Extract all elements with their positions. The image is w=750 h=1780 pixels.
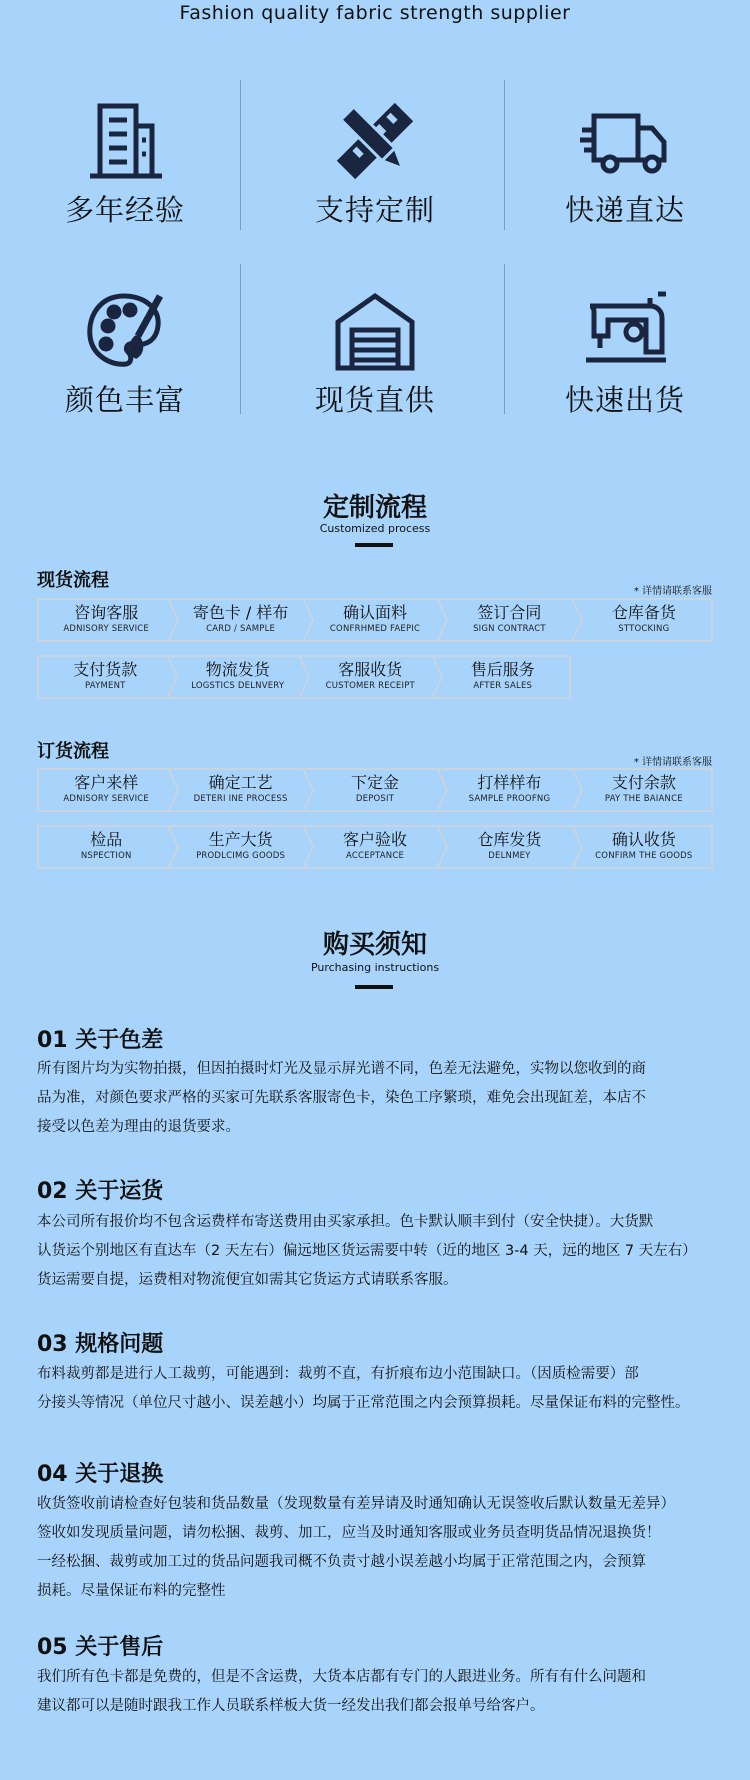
chevron-right-icon	[436, 598, 448, 642]
flow-step	[442, 827, 576, 867]
flow-step-label: 客户来样	[74, 773, 139, 792]
feature-fast-shipping	[500, 270, 750, 460]
feature-label: 现货直供	[314, 383, 435, 417]
tagline: Fashion quality fabric strength supplier	[179, 2, 571, 24]
flow-step-sublabel: DETERI INE PROCESS	[193, 794, 288, 804]
flow-step	[39, 657, 172, 697]
chevron-right-icon	[302, 598, 314, 642]
stock-flow-title: 现货流程	[37, 570, 109, 591]
sewing-machine-icon	[580, 286, 670, 376]
notice-body-returns	[37, 1490, 717, 1606]
flow-step-label: 生产大货	[208, 830, 273, 849]
flow-step-sublabel: CARD / SAMPLE	[206, 624, 276, 634]
flow-step-label: 支付余款	[611, 773, 676, 792]
chevron-right-icon	[436, 768, 448, 812]
flow-step-label: 客服收货	[338, 660, 403, 679]
delivery-truck-icon	[580, 96, 670, 186]
notice-line: 品为准，对颜色要求严格的买家可先联系客服寄色卡，染色工序繁琐，难免会出现缸差，本店不	[37, 1090, 646, 1106]
notice-body-shipping	[37, 1208, 717, 1295]
notice-body-specs	[37, 1360, 717, 1418]
flow-step	[39, 600, 173, 640]
flow-step	[173, 827, 307, 867]
flow-step-sublabel: PAYMENT	[84, 681, 126, 691]
flow-step-label: 寄色卡 / 样布	[192, 603, 289, 622]
chevron-right-icon	[302, 768, 314, 812]
chevron-right-icon	[166, 655, 178, 699]
notice-title-color: 01 关于色差	[37, 1028, 164, 1053]
order-flow-row-2	[37, 825, 713, 869]
section-underline	[355, 985, 393, 989]
notice-line: 我们所有色卡都是免费的，但是不含运费，大货本店都有专门的人跟进业务。所有有什么问题和	[37, 1669, 646, 1685]
flow-step-label: 客户验收	[343, 830, 408, 849]
flow-step	[442, 770, 576, 810]
notice-line: 建议都可以是随时跟我工作人员联系样板大货一经发出我们都会报单号给客户。	[37, 1698, 545, 1714]
building-icon	[80, 96, 170, 186]
chevron-right-icon	[167, 768, 179, 812]
stock-flow-note: * 详情请联系客服	[633, 586, 712, 597]
flow-step-sublabel: CONFIRM THE GOODS	[595, 851, 693, 861]
chevron-right-icon	[431, 655, 443, 699]
flow-step	[308, 600, 442, 640]
flow-step-sublabel: CONFRHMED FAEPIC	[329, 624, 421, 634]
flow-step	[577, 827, 711, 867]
stock-flow-row-2	[37, 655, 571, 699]
flow-step-sublabel: PRODLCIMG GOODS	[196, 851, 286, 861]
purchase-title: 购买须知	[322, 930, 427, 960]
notice-title-specs: 03 规格问题	[37, 1332, 164, 1357]
notice-body-aftersales	[37, 1663, 717, 1721]
flow-step-label: 支付货款	[73, 660, 138, 679]
flow-step	[39, 827, 173, 867]
flow-step-label: 检品	[90, 830, 123, 849]
section-underline	[355, 543, 393, 547]
chevron-right-icon	[571, 768, 583, 812]
stock-flow-row-1	[37, 598, 713, 642]
flow-step	[173, 770, 307, 810]
notice-line: 损耗。尽量保证布料的完整性	[37, 1583, 226, 1599]
flow-step-label: 确认收货	[611, 830, 676, 849]
custom-process-title: 定制流程	[322, 493, 427, 523]
flow-step-sublabel: STTOCKING	[618, 624, 670, 634]
flow-step-sublabel: PAY THE BAIANCE	[604, 794, 683, 804]
flow-step	[577, 600, 711, 640]
feature-colors	[0, 270, 250, 460]
notice-line: 所有图片均为实物拍摄，但因拍摄时灯光及显示屏光谱不同，色差无法避免，实物以您收到的商	[37, 1061, 646, 1077]
order-flow-row-1	[37, 768, 713, 812]
chevron-right-icon	[302, 825, 314, 869]
custom-process-subtitle: Customized process	[319, 522, 431, 535]
notice-line: 本公司所有报价均不包含运费样布寄送费用由买家承担。色卡默认顺丰到付（安全快捷）。大货默	[37, 1214, 654, 1230]
flow-step-sublabel: SAMPLE PROOFNG	[468, 794, 551, 804]
purchase-subtitle: Purchasing instructions	[310, 961, 440, 974]
flow-step-label: 签订合同	[477, 603, 542, 622]
feature-label: 颜色丰富	[64, 383, 185, 417]
chevron-right-icon	[571, 598, 583, 642]
notice-line: 签收如发现质量问题，请勿松捆、裁剪、加工，应当及时通知客服或业务员查明货品情况退换货！	[37, 1525, 661, 1541]
flow-step-sublabel: NSPECTION	[80, 851, 132, 861]
flow-step-label: 仓库备货	[611, 603, 676, 622]
notice-title-returns: 04 关于退换	[37, 1462, 164, 1487]
feature-stock	[250, 270, 500, 460]
order-flow-title: 订货流程	[37, 741, 109, 762]
flow-step-label: 咨询客服	[74, 603, 139, 622]
warehouse-icon	[330, 286, 420, 376]
flow-step-sublabel: ADNISORY SERVICE	[63, 624, 149, 634]
flow-step	[39, 770, 173, 810]
features-grid	[0, 80, 750, 460]
chevron-right-icon	[167, 598, 179, 642]
flow-step-sublabel: LOGSTICS DELNVERY	[191, 681, 285, 691]
order-flow-note: * 详情请联系客服	[633, 757, 712, 768]
flow-step	[577, 770, 711, 810]
feature-experience	[0, 80, 250, 270]
notice-line: 认货运个别地区有直达车（2 天左右）偏远地区货运需要中转（近的地区 3-4 天，远的地区 7 天左右）	[37, 1243, 697, 1259]
chevron-right-icon	[298, 655, 310, 699]
flow-step-sublabel: ACCEPTANCE	[345, 851, 405, 861]
notice-line: 一经松捆、裁剪或加工过的货品问题我司概不负责寸越小误差越小均属于正常范围之内，会预算	[37, 1554, 646, 1570]
feature-label: 多年经验	[64, 193, 185, 227]
notice-title-aftersales: 05 关于售后	[37, 1635, 164, 1660]
flow-step-sublabel: CUSTOMER RECEIPT	[325, 681, 415, 691]
chevron-right-icon	[436, 825, 448, 869]
notice-line: 接受以色差为理由的退货要求。	[37, 1119, 240, 1135]
flow-step	[437, 657, 570, 697]
flow-step-label: 下定金	[351, 773, 400, 792]
flow-step-sublabel: SIGN CONTRACT	[473, 624, 546, 634]
feature-express	[500, 80, 750, 270]
chevron-right-icon	[167, 825, 179, 869]
notice-line: 收货签收前请检查好包装和货品数量（发现数量有差异请及时通知确认无误签收后默认数量无差异）	[37, 1496, 675, 1512]
flow-step	[308, 827, 442, 867]
feature-label: 快递直达	[564, 193, 685, 227]
flow-step	[173, 600, 307, 640]
flow-step-label: 打样样布	[477, 773, 542, 792]
flow-step-sublabel: AFTER SALES	[473, 681, 533, 691]
flow-step-label: 确认面料	[343, 603, 408, 622]
chevron-right-icon	[571, 825, 583, 869]
notice-body-color	[37, 1055, 717, 1142]
flow-step	[442, 600, 576, 640]
flow-step-sublabel: DELNMEY	[488, 851, 531, 861]
flow-step	[308, 770, 442, 810]
notice-line: 分接头等情况（单位尺寸越小、误差越小）均属于正常范围之内会预算损耗。尽量保证布料的完整性。	[37, 1395, 690, 1411]
flow-step-label: 确定工艺	[208, 773, 273, 792]
flow-step-label: 物流发货	[205, 660, 270, 679]
flow-step	[304, 657, 437, 697]
feature-customization	[250, 80, 500, 270]
flow-step-sublabel: ADNISORY SERVICE	[63, 794, 149, 804]
flow-step	[172, 657, 305, 697]
flow-step-sublabel: DEPOSIT	[355, 794, 395, 804]
notice-line: 货运需要自提，运费相对物流便宜如需其它货运方式请联系客服。	[37, 1272, 458, 1288]
notice-title-shipping: 02 关于运货	[37, 1179, 164, 1204]
feature-label: 支持定制	[314, 193, 435, 227]
flow-step-label: 仓库发货	[477, 830, 542, 849]
flow-step-label: 售后服务	[470, 660, 535, 679]
pencil-ruler-icon	[330, 96, 420, 186]
feature-label: 快速出货	[564, 383, 685, 417]
palette-brush-icon	[80, 286, 170, 376]
notice-line: 布料裁剪都是进行人工裁剪，可能遇到：裁剪不直，有折痕布边小范围缺口。（因质检需要）部	[37, 1366, 639, 1382]
